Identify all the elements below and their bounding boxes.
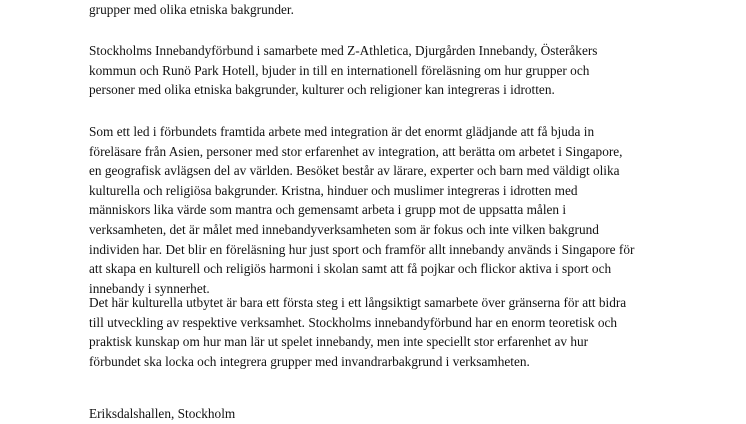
text-line: kulturella och religiösa bakgrunder. Kristna, hinduer och muslimer integreras i idrotten med [89,182,578,198]
text-line: att skapa en kulturell och religiös harmoni i skolan samt att få pojkar och flickor aktiva i sport och [89,261,612,277]
text-line: Som ett led i förbundets framtida arbete med integration är det enormt glädjande att få bjuda in [89,124,595,139]
text-line: människors lika värde som mantra och gemensamt arbeta i grupp mot de uppsatta målen i [89,202,567,218]
paragraph-invitation [89,41,659,100]
text-line: personer med olika etniska bakgrunder, kulturer och religioner kan integreras i idrotten. [89,82,555,98]
text-line: praktisk kunskap om hur man lär ut spelet innebandy, men inte speciellt stor erfarenhet av hur [89,334,589,350]
text-line: föreläsare från Asien, personer med stor erfarenhet av integration, att berätta om arbetet i Singapore, [89,143,623,159]
paragraph-exchange [89,293,659,371]
text-line: individen har. Det blir en föreläsning hur just sport och framför allt innebandy används i Singapore för [89,241,635,257]
text-line: kommun och Runö Park Hotell, bjuder in till en internationell föreläsning om hur grupper och [89,62,590,78]
text-line: Det här kulturella utbytet är bara ett första steg i ett långsiktigt samarbete över gränserna för att bidra [89,295,627,310]
paragraph-integration [89,122,659,298]
text-line: Stockholms Innebandyförbund i samarbete med Z-Athletica, Djurgården Innebandy, Österåkers [89,43,598,58]
intro-tail-text: grupper med olika etniska bakgrunder. [89,2,294,17]
footer-location: Eriksdalshallen, Stockholm [89,406,236,421]
text-line: verksamheten, det är målet med innebandyverksamheten som är fokus och inte vilken bakgrund [89,221,599,237]
text-line: förbundet ska locka och integrera grupper med invandrarbakgrund i verksamheten. [89,353,530,369]
text-line: en geografisk avlägsen del av världen. Besöket består av lärare, experter och barn med väldigt olika [89,163,620,179]
text-line: till utveckling av respektive verksamhet. Stockholms innebandyförbund har en enorm teoretisk och [89,314,618,330]
text-line: innebandy i synnerhet. [89,280,210,296]
